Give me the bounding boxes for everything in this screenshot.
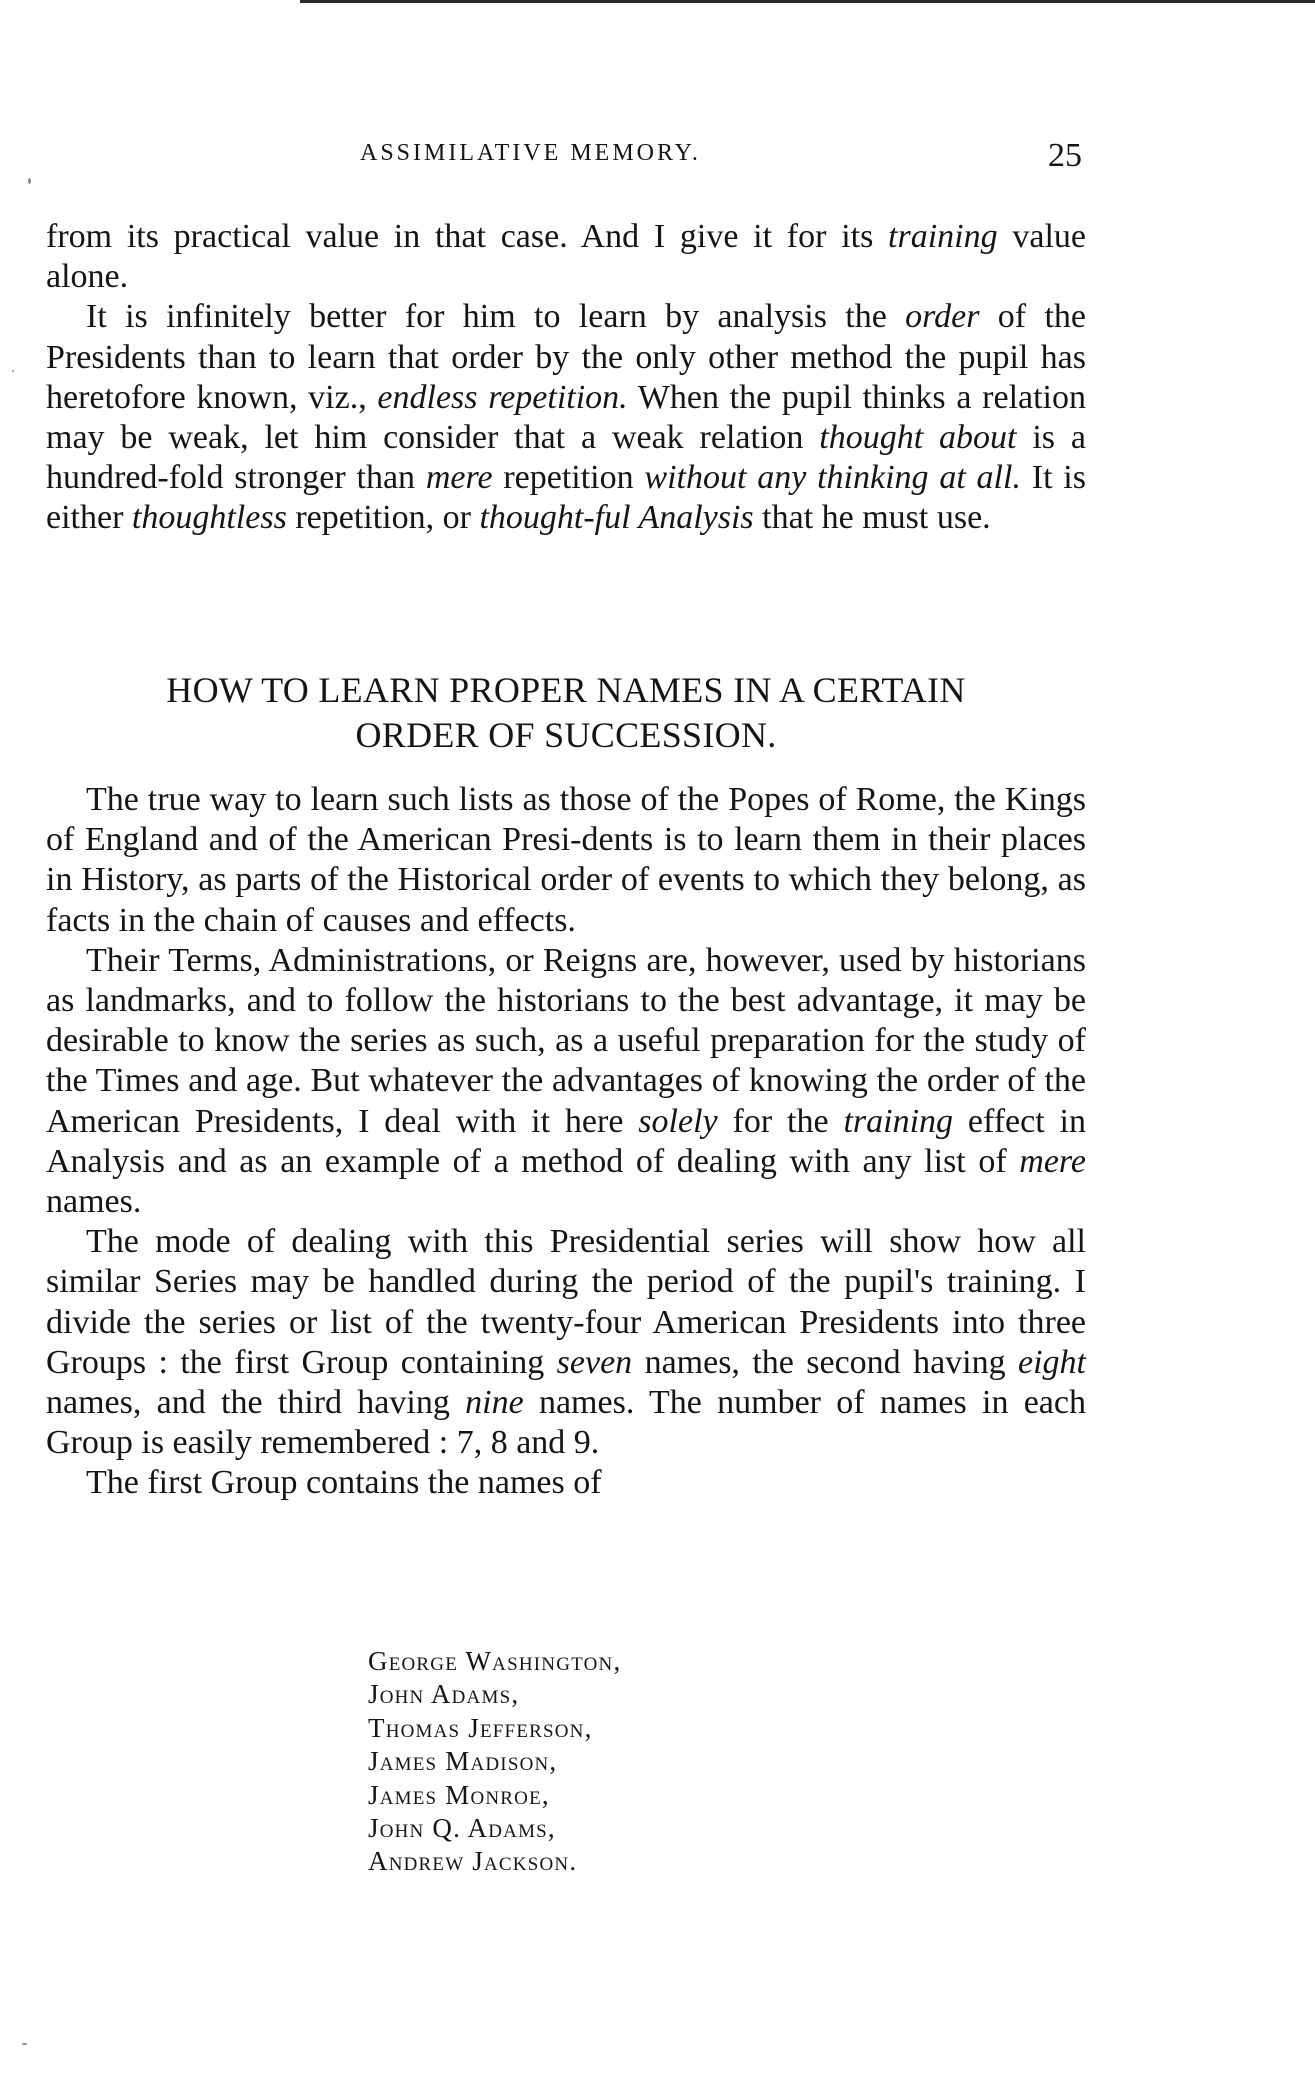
emphasis: thought-ful Analysis [479,499,754,537]
president-name-list [368,1645,621,1879]
list-item: John Q. Adams, [368,1813,556,1844]
paper-speck [28,178,31,184]
emphasis: thoughtless [131,499,287,537]
paragraph-continued: from its practical value in that case. And I give it for its training value alone. [46,218,1086,296]
page-top-edge [300,0,1315,3]
emphasis: training [843,1102,954,1140]
emphasis: seven [556,1343,633,1381]
section-text-block [46,780,1086,1504]
emphasis: training [888,218,998,255]
heading-line-2: ORDER OF SUCCESSION. [355,715,777,755]
emphasis: without any thinking at all. [644,459,1021,497]
paragraph-analysis: It is infinitely better for him to learn by analysis the order of the Presidents than to learn that order by the only other method the pupil has heretofore known, viz., endless repetition. When the pupil thinks a relation may be weak, let him consider that a weak relation thought about is a hundred-fold stronger than mere repetition without any thinking at all. It is either thoughtless repetition, or thought-ful Analysis that he must use. [46,298,1087,537]
list-item: Thomas Jefferson, [368,1712,593,1743]
list-item: Andrew Jackson. [368,1846,578,1877]
paper-speck [12,370,14,372]
emphasis: thought about [819,419,1017,457]
list-item: James Monroe, [368,1779,550,1810]
emphasis: mere [425,459,493,497]
list-item: George Washington, [368,1646,622,1676]
list-item: James Madison, [368,1746,558,1777]
page-number: 25 [1048,137,1082,174]
running-head: ASSIMILATIVE MEMORY. [360,140,701,166]
emphasis: eight [1018,1343,1086,1381]
paragraph-true-way: The true way to learn such lists as those of the Popes of Rome, the Kings of England and of the American Presi-dents is to learn them in their places in History, as parts of the Historical order of events to which they belong, as facts in the chain of causes and effects. [46,781,1086,939]
paragraph-mode: The mode of dealing with this Presidential series will show how all similar Series may be handled during the period of the pupil's training. I divide the series or list of the twenty-four American Presidents into three Groups : the first Group containing seven names, the second having eight names, and the third having nine names. The number of names in each Group is easily remembered : 7, 8 and 9. [46,1223,1086,1462]
emphasis: solely [638,1102,718,1140]
paragraph-terms: Their Terms, Administrations, or Reigns are, however, used by historians as landmarks, and to follow the historians to the best advantage, it may be desirable to know the series as such, as a useful preparation for the study of the Times and age. But whatever the advantages of knowing the order of the American Presidents, I deal with it here solely for the training effect in Analysis and as an example of a method of dealing with any list of mere names. [46,941,1086,1221]
paragraph-first-group: The first Group contains the names of [86,1464,602,1502]
paper-speck [22,2043,27,2045]
continued-text-block [46,217,1086,539]
section-heading [46,668,1086,758]
emphasis: endless repetition. [377,378,628,416]
emphasis: mere [1019,1142,1086,1180]
heading-line-1: HOW TO LEARN PROPER NAMES IN A CERTAIN [166,670,966,710]
list-item: John Adams, [368,1679,520,1710]
emphasis: order [905,298,980,336]
emphasis: nine [465,1384,524,1422]
